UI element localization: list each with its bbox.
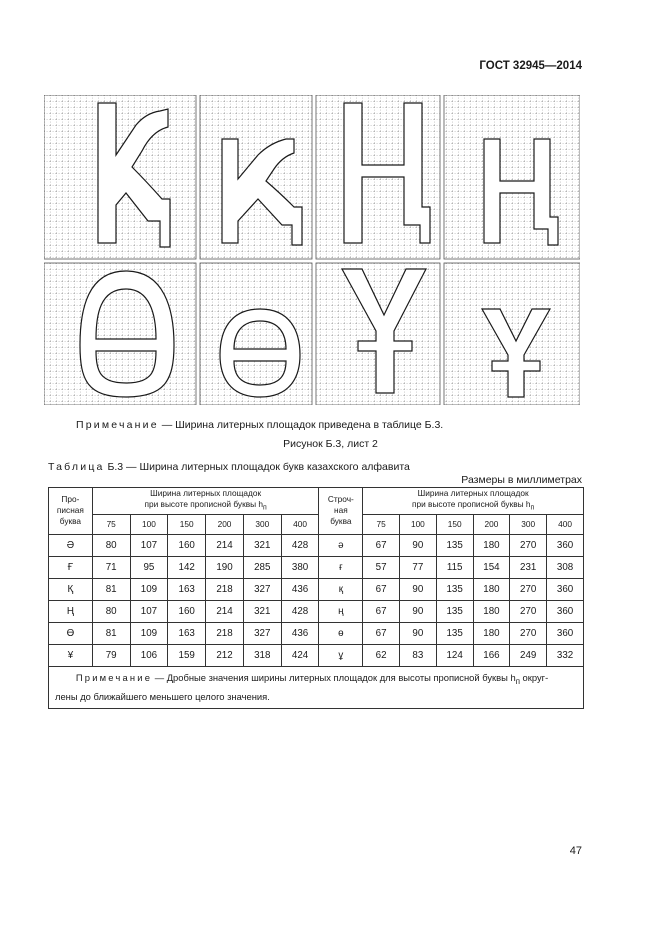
width-value-cell: 80 [92,600,130,622]
width-value-cell: 270 [510,578,547,600]
width-value-cell: 67 [363,622,400,644]
width-value-cell: 380 [281,556,319,578]
width-value-cell: 318 [243,644,281,666]
upper-letter-cell: Қ [49,578,93,600]
grid-panel [444,95,580,259]
width-value-cell: 214 [206,534,244,556]
width-value-cell: 124 [436,644,473,666]
page-number: 47 [569,845,582,857]
width-value-cell: 218 [206,622,244,644]
height-300: 300 [510,514,547,534]
height-75: 75 [363,514,400,534]
width-value-cell: 67 [363,534,400,556]
width-header-lower: Ширина литерных площадок при высоте прописной буквы $h_п$ [363,488,584,515]
width-value-cell: 190 [206,556,244,578]
lower-letter-cell: ұ [319,644,363,666]
width-value-cell: 436 [281,622,319,644]
width-value-cell: 142 [168,556,206,578]
width-value-cell: 321 [243,534,281,556]
width-value-cell: 360 [547,622,584,644]
standard-number: ГОСТ 32945—2014 [479,60,582,72]
upper-letter-cell: Ң [49,600,93,622]
width-value-cell: 79 [92,644,130,666]
width-value-cell: 80 [92,534,130,556]
upper-letter-cell: ¥ [49,644,93,666]
width-value-cell: 90 [400,600,437,622]
height-75: 75 [92,514,130,534]
figure-caption: Рисунок Б.3, лист 2 [283,438,378,450]
width-value-cell: 428 [281,534,319,556]
width-value-cell: 270 [510,600,547,622]
lower-letter-cell: ə [319,534,363,556]
width-value-cell: 90 [400,578,437,600]
height-100: 100 [400,514,437,534]
height-300: 300 [243,514,281,534]
width-value-cell: 163 [168,578,206,600]
width-value-cell: 166 [473,644,510,666]
width-value-cell: 67 [363,578,400,600]
table-note: Примечание — Дробные значения ширины литерных площадок для высоты прописной буквы $h_п$ округ- лены до ближайшего меньшего целого значения. [49,666,584,708]
width-value-cell: 163 [168,622,206,644]
width-value-cell: 360 [547,600,584,622]
width-value-cell: 327 [243,622,281,644]
letter-width-table [48,487,584,709]
width-value-cell: 308 [547,556,584,578]
width-value-cell: 83 [400,644,437,666]
width-value-cell: 67 [363,600,400,622]
width-value-cell: 106 [130,644,168,666]
upper-letter-cell: Ө [49,622,93,644]
table-units: Размеры в миллиметрах [461,474,582,486]
lower-letter-cell: ө [319,622,363,644]
width-value-cell: 327 [243,578,281,600]
letter-grid-figure [44,95,580,405]
lower-letter-cell: ң [319,600,363,622]
height-200: 200 [473,514,510,534]
width-value-cell: 135 [436,600,473,622]
width-value-cell: 62 [363,644,400,666]
width-value-cell: 231 [510,556,547,578]
width-value-cell: 218 [206,578,244,600]
lower-letter-cell: ғ [319,556,363,578]
height-150: 150 [436,514,473,534]
table-row [49,534,584,556]
table-row [49,556,584,578]
table-row [49,578,584,600]
width-value-cell: 321 [243,600,281,622]
upper-letter-cell: Ғ [49,556,93,578]
height-200: 200 [206,514,244,534]
width-value-cell: 249 [510,644,547,666]
width-value-cell: 214 [206,600,244,622]
width-value-cell: 90 [400,534,437,556]
width-value-cell: 180 [473,622,510,644]
width-value-cell: 160 [168,534,206,556]
lower-letter-cell: қ [319,578,363,600]
width-value-cell: 81 [92,622,130,644]
width-value-cell: 360 [547,534,584,556]
width-value-cell: 159 [168,644,206,666]
width-value-cell: 107 [130,600,168,622]
height-100: 100 [130,514,168,534]
width-value-cell: 332 [547,644,584,666]
width-value-cell: 424 [281,644,319,666]
table-row [49,622,584,644]
width-value-cell: 77 [400,556,437,578]
width-value-cell: 436 [281,578,319,600]
width-value-cell: 57 [363,556,400,578]
width-value-cell: 90 [400,622,437,644]
width-value-cell: 81 [92,578,130,600]
height-400: 400 [547,514,584,534]
width-value-cell: 428 [281,600,319,622]
width-value-cell: 107 [130,534,168,556]
height-150: 150 [168,514,206,534]
width-value-cell: 135 [436,578,473,600]
height-400: 400 [281,514,319,534]
figure-note: Примечание — Ширина литерных площадок приведена в таблице Б.3. [76,419,444,431]
width-value-cell: 180 [473,578,510,600]
width-value-cell: 212 [206,644,244,666]
width-value-cell: 115 [436,556,473,578]
table-row [49,644,584,666]
width-value-cell: 95 [130,556,168,578]
width-value-cell: 109 [130,578,168,600]
width-value-cell: 154 [473,556,510,578]
width-value-cell: 160 [168,600,206,622]
width-header-upper: Ширина литерных площадок при высоте прописной буквы $h_п$ [92,488,319,515]
col-lower-header: Строч- ная буква [319,488,363,535]
width-value-cell: 270 [510,622,547,644]
width-value-cell: 270 [510,534,547,556]
width-value-cell: 135 [436,534,473,556]
width-value-cell: 180 [473,534,510,556]
width-value-cell: 109 [130,622,168,644]
width-value-cell: 180 [473,600,510,622]
col-upper-header: Про- писная буква [49,488,93,535]
width-value-cell: 360 [547,578,584,600]
width-value-cell: 285 [243,556,281,578]
upper-letter-cell: Ə [49,534,93,556]
width-value-cell: 71 [92,556,130,578]
table-row [49,600,584,622]
width-value-cell: 135 [436,622,473,644]
table-caption: Таблица Б.3 — Ширина литерных площадок букв казахского алфавита [48,461,410,473]
